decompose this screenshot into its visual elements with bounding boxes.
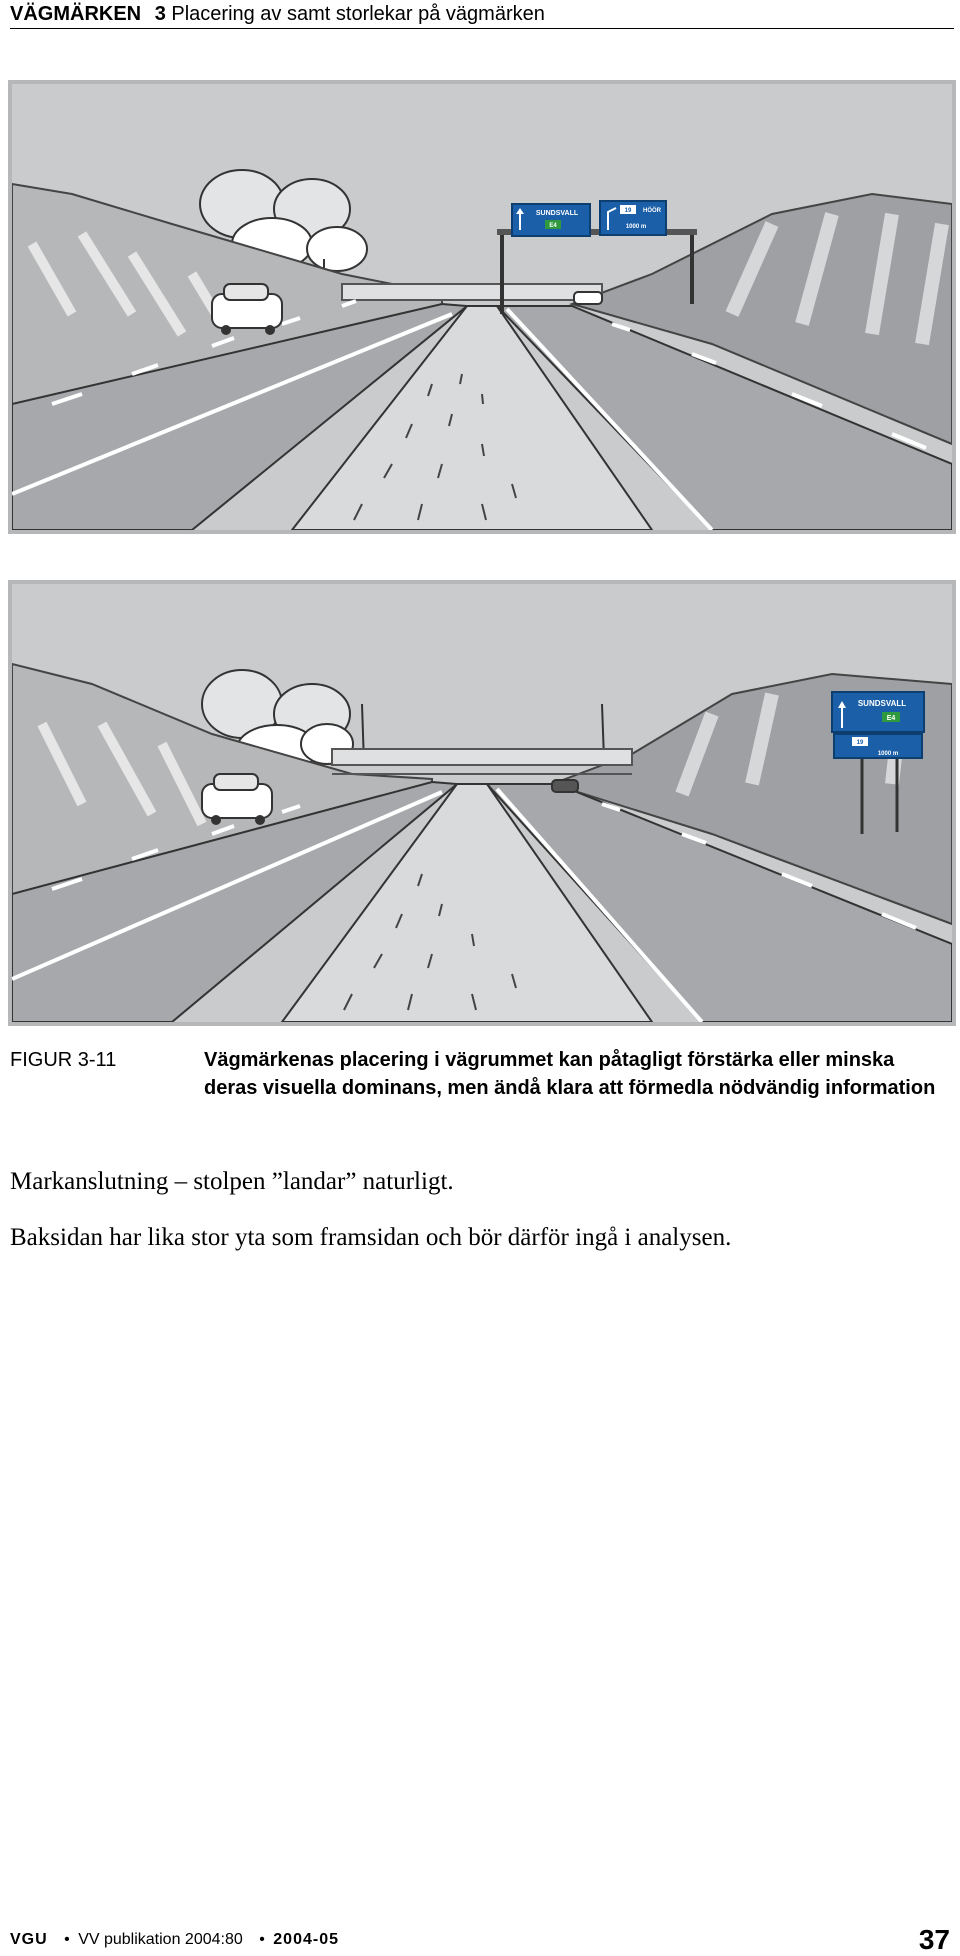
figure-label: FIGUR 3-11: [10, 1049, 117, 1071]
svg-text:19: 19: [624, 208, 632, 214]
header-chapter-number: 3: [154, 3, 166, 25]
figure-caption: Vägmärkenas placering i vägrummet kan påtagligt förstärka eller minska deras visuella dominans, men ändå klara att förmedla nödvändig information: [204, 1049, 936, 1099]
figure-roadside-sign-sketch: [8, 580, 956, 1026]
paragraph-ground-connection: Markanslutning – stolpen ”landar” naturligt.: [10, 1168, 454, 1195]
car-right: [552, 780, 578, 792]
header-chapter-title: Placering av samt storlekar på vägmärken: [171, 3, 545, 25]
direction-sign-exit: [600, 201, 666, 235]
footer-bullet: •: [64, 1931, 70, 1948]
road-sketch-bottom: [12, 584, 952, 1022]
svg-text:SUNDSVALL: SUNDSVALL: [857, 699, 907, 708]
car-right: [574, 292, 602, 304]
svg-text:1000 m: 1000 m: [877, 751, 899, 757]
paragraph-backside: Baksidan har lika stor yta som framsidan och bör därför ingå i analysen.: [10, 1224, 732, 1251]
direction-sign-sundsvall: [512, 204, 590, 236]
svg-text:E4: E4: [886, 715, 896, 722]
footer-bullet: •: [259, 1931, 265, 1948]
figure-gantry-sign-sketch: [8, 80, 956, 534]
overpass-bridge: [332, 749, 632, 765]
svg-text:E4: E4: [549, 223, 557, 229]
page-number: 37: [918, 1924, 950, 1955]
road-sketch-top: [12, 84, 952, 530]
svg-text:SUNDSVALL: SUNDSVALL: [535, 210, 579, 217]
footer-brand: VGU: [10, 1931, 48, 1948]
footer-date: 2004-05: [273, 1931, 339, 1948]
svg-text:1000 m: 1000 m: [625, 224, 647, 230]
header-title: VÄGMÄRKEN: [10, 3, 142, 25]
svg-text:HÖÖR: HÖÖR: [643, 208, 661, 214]
running-header: [10, 0, 954, 29]
page-footer: [10, 1924, 954, 1956]
footer-publication: VV publikation 2004:80: [78, 1931, 243, 1948]
svg-text:19: 19: [856, 740, 864, 746]
